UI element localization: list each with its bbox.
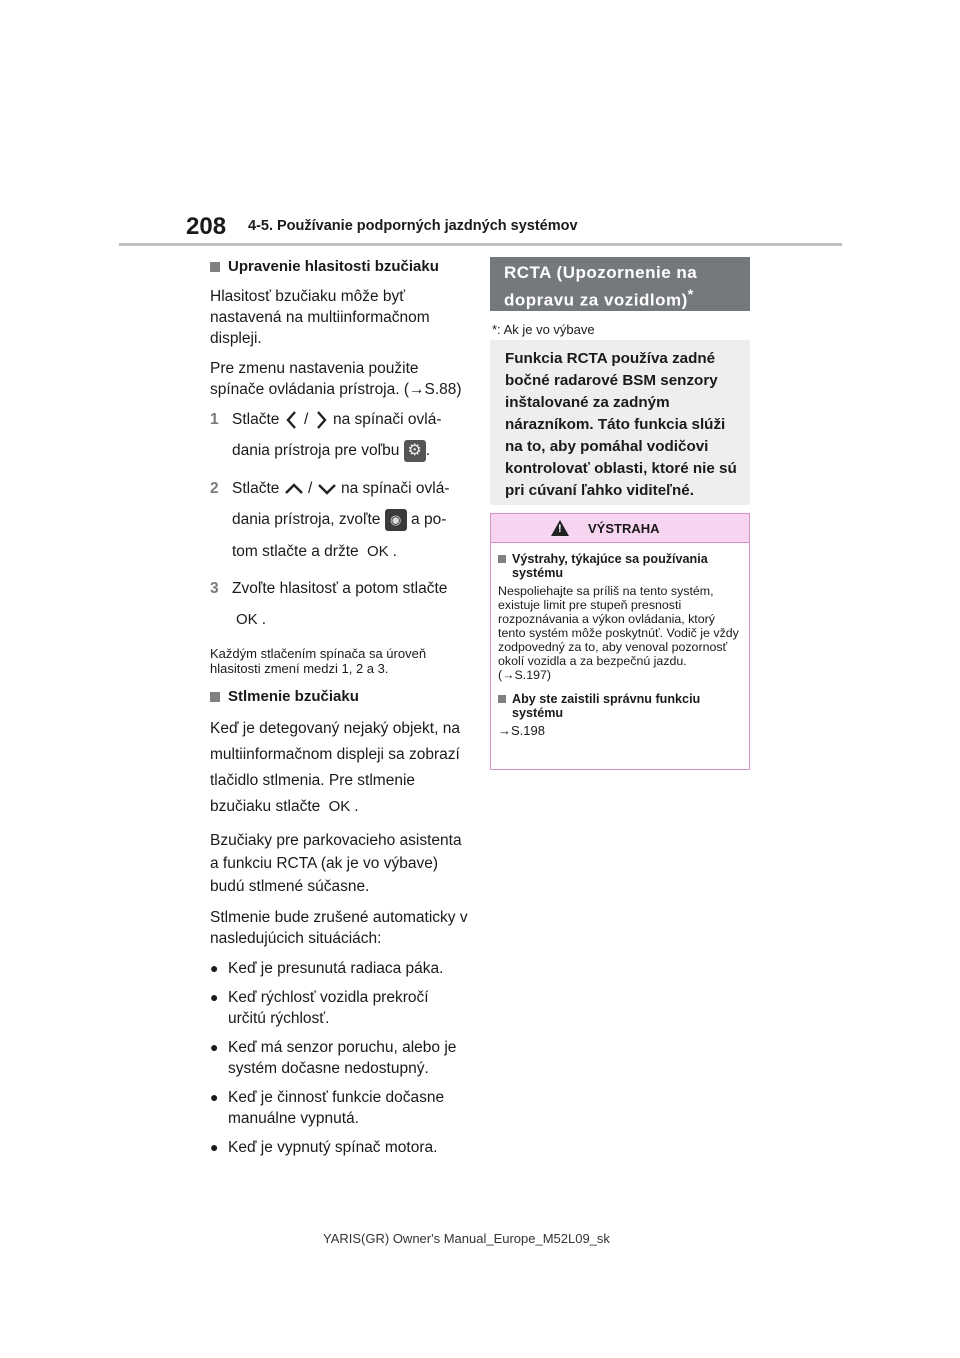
warning-reference: →S.198 xyxy=(498,723,545,738)
left-column xyxy=(210,256,470,1166)
page-number: 208 xyxy=(186,213,227,240)
ok-button-icon: OK xyxy=(328,798,351,815)
rcta-heading: RCTA (Upozornenie na dopravu za vozidlom)* xyxy=(504,263,698,310)
gear-icon: ⚙ xyxy=(404,440,426,462)
footnote: *: Ak je vo výbave xyxy=(492,322,595,337)
heading-mute-text: Stlmenie bzučiaku xyxy=(228,688,359,705)
para-mute-1: Keď je detegovaný nejaký objekt, na multiinformačnom displeji sa zobrazí tlačidlo stlmenia. Pre stlmenie bzučiaku stlačte OK . xyxy=(210,720,460,815)
warning-title: VÝSTRAHA xyxy=(588,521,660,536)
step-1: 1 Stlačte / na spínači ovlá- dania prístroja pre voľbu ⚙ . xyxy=(210,409,470,472)
para-mute-2: Bzučiaky pre parkovacieho asistenta a funkciu RCTA (ak je vo výbave) budú stlmené súčasne. xyxy=(210,832,462,895)
heading-volume-text: Upravenie hlasitosti bzučiaku xyxy=(228,258,439,275)
chevron-up-icon xyxy=(284,482,304,496)
para-mute-text: Keď je detegovaný nejaký objekt, na multiinformačnom displeji sa zobrazí tlačidlo stlmenia. Pre stlmenie bzučiaku stlačte xyxy=(210,720,460,815)
step-2: 2 Stlačte / na spínači ovlá- dania prístroja, zvoľte ◉ a po- tom stlačte a držte OK . xyxy=(210,478,470,572)
square-bullet-icon xyxy=(498,555,506,563)
ok-button-icon: OK xyxy=(366,543,389,560)
list-item: ● Keď je presunutá radiaca páka. xyxy=(210,960,444,977)
list-item: ● Keď má senzor poruchu, alebo je systém dočasne nedostupný. xyxy=(210,1039,457,1077)
rcta-heading-box xyxy=(490,257,750,311)
step-text: Zvoľte hlasitosť a potom stlačte xyxy=(232,580,448,597)
ok-button-icon: OK xyxy=(236,611,258,628)
step-text: Stlačte xyxy=(232,480,280,497)
warning-text: Nespoliehajte sa príliš na tento systém, existuje limit pre stupeň presnosti rozpoznávania a výkon ovládania, ktorý tento systém môže poskytnúť. Vodič je vždy zodpovedný za to, aby venoval pozornosť okolí vozidla a za bezpečnú jazdu. (→S.197) xyxy=(498,584,739,682)
list-item: ● Keď je vypnutý spínač motora. xyxy=(210,1139,438,1156)
heading-mute xyxy=(210,686,470,707)
warning-subheading: Výstrahy, týkajúce sa používania systému xyxy=(498,552,742,580)
square-bullet-icon xyxy=(498,695,506,703)
para-mute-3: Stlmenie bude zrušené automaticky v nasledujúcich situáciách: xyxy=(210,909,468,947)
warning-header xyxy=(491,514,749,543)
step-text: dania prístroja pre voľbu xyxy=(232,442,400,460)
step-text: tom stlačte a držte xyxy=(232,543,359,560)
bullet-icon: ● xyxy=(210,960,219,976)
step-text: Stlačte xyxy=(232,411,280,428)
warning-body xyxy=(491,543,749,754)
step-number: 2 xyxy=(210,480,219,497)
step-3: 3 Zvoľte hlasitosť a potom stlačte OK . xyxy=(210,578,470,640)
heading-volume xyxy=(210,256,470,277)
rcta-intro: Funkcia RCTA používa zadné bočné radarové BSM senzory inštalované za zadným nárazníkom. Táto funkcia slúži na to, aby pomáhal vodičovi kontrolovať oblasti, ktoré nie sú pri cúvaní ľahko viditeľné. xyxy=(505,350,737,499)
step-text: na spínači ovlá- xyxy=(332,411,442,428)
step-text: a po- xyxy=(411,511,447,529)
warning-subheading: Aby ste zaistili správnu funkciu systému xyxy=(498,692,742,720)
square-bullet-icon xyxy=(210,692,220,702)
chevron-down-icon xyxy=(317,482,337,496)
slash-text: / xyxy=(308,480,313,497)
para-volume-1: Hlasitosť bzučiaku môže byť nastavená na multiinformačnom displeji. xyxy=(210,288,430,347)
step-text: na spínači ovlá- xyxy=(340,480,450,497)
chevron-right-icon xyxy=(313,410,329,430)
square-bullet-icon xyxy=(210,262,220,272)
warning-triangle-icon: ! xyxy=(551,520,569,536)
volume-note: Každým stlačením spínača sa úroveň hlasitosti zmení medzi 1, 2 a 3. xyxy=(210,646,427,676)
sensor-icon: ◉ xyxy=(385,509,407,531)
bullet-icon: ● xyxy=(210,1089,219,1105)
step-number: 1 xyxy=(210,411,219,428)
bullet-icon: ● xyxy=(210,1039,219,1055)
section-title: 4-5. Používanie podporných jazdných systémov xyxy=(248,218,578,234)
step-text: dania prístroja, zvoľte xyxy=(232,511,381,529)
header-divider xyxy=(119,243,842,246)
list-item: ● Keď je činnosť funkcie dočasne manuálne vypnutá. xyxy=(210,1089,445,1127)
footer-text: YARIS(GR) Owner's Manual_Europe_M52L09_sk xyxy=(323,1231,610,1246)
step-number: 3 xyxy=(210,580,219,597)
bullet-icon: ● xyxy=(210,989,219,1005)
slash-text: / xyxy=(304,411,309,428)
list-item: ● Keď rýchlosť vozidla prekročí určitú rýchlosť. xyxy=(210,989,429,1027)
bullet-icon: ● xyxy=(210,1139,219,1155)
rcta-intro-box xyxy=(490,340,750,505)
para-volume-2: Pre zmenu nastavenia použite spínače ovládania prístroja. (→S.88) xyxy=(210,360,462,398)
warning-box xyxy=(490,513,750,770)
chevron-left-icon xyxy=(284,410,300,430)
